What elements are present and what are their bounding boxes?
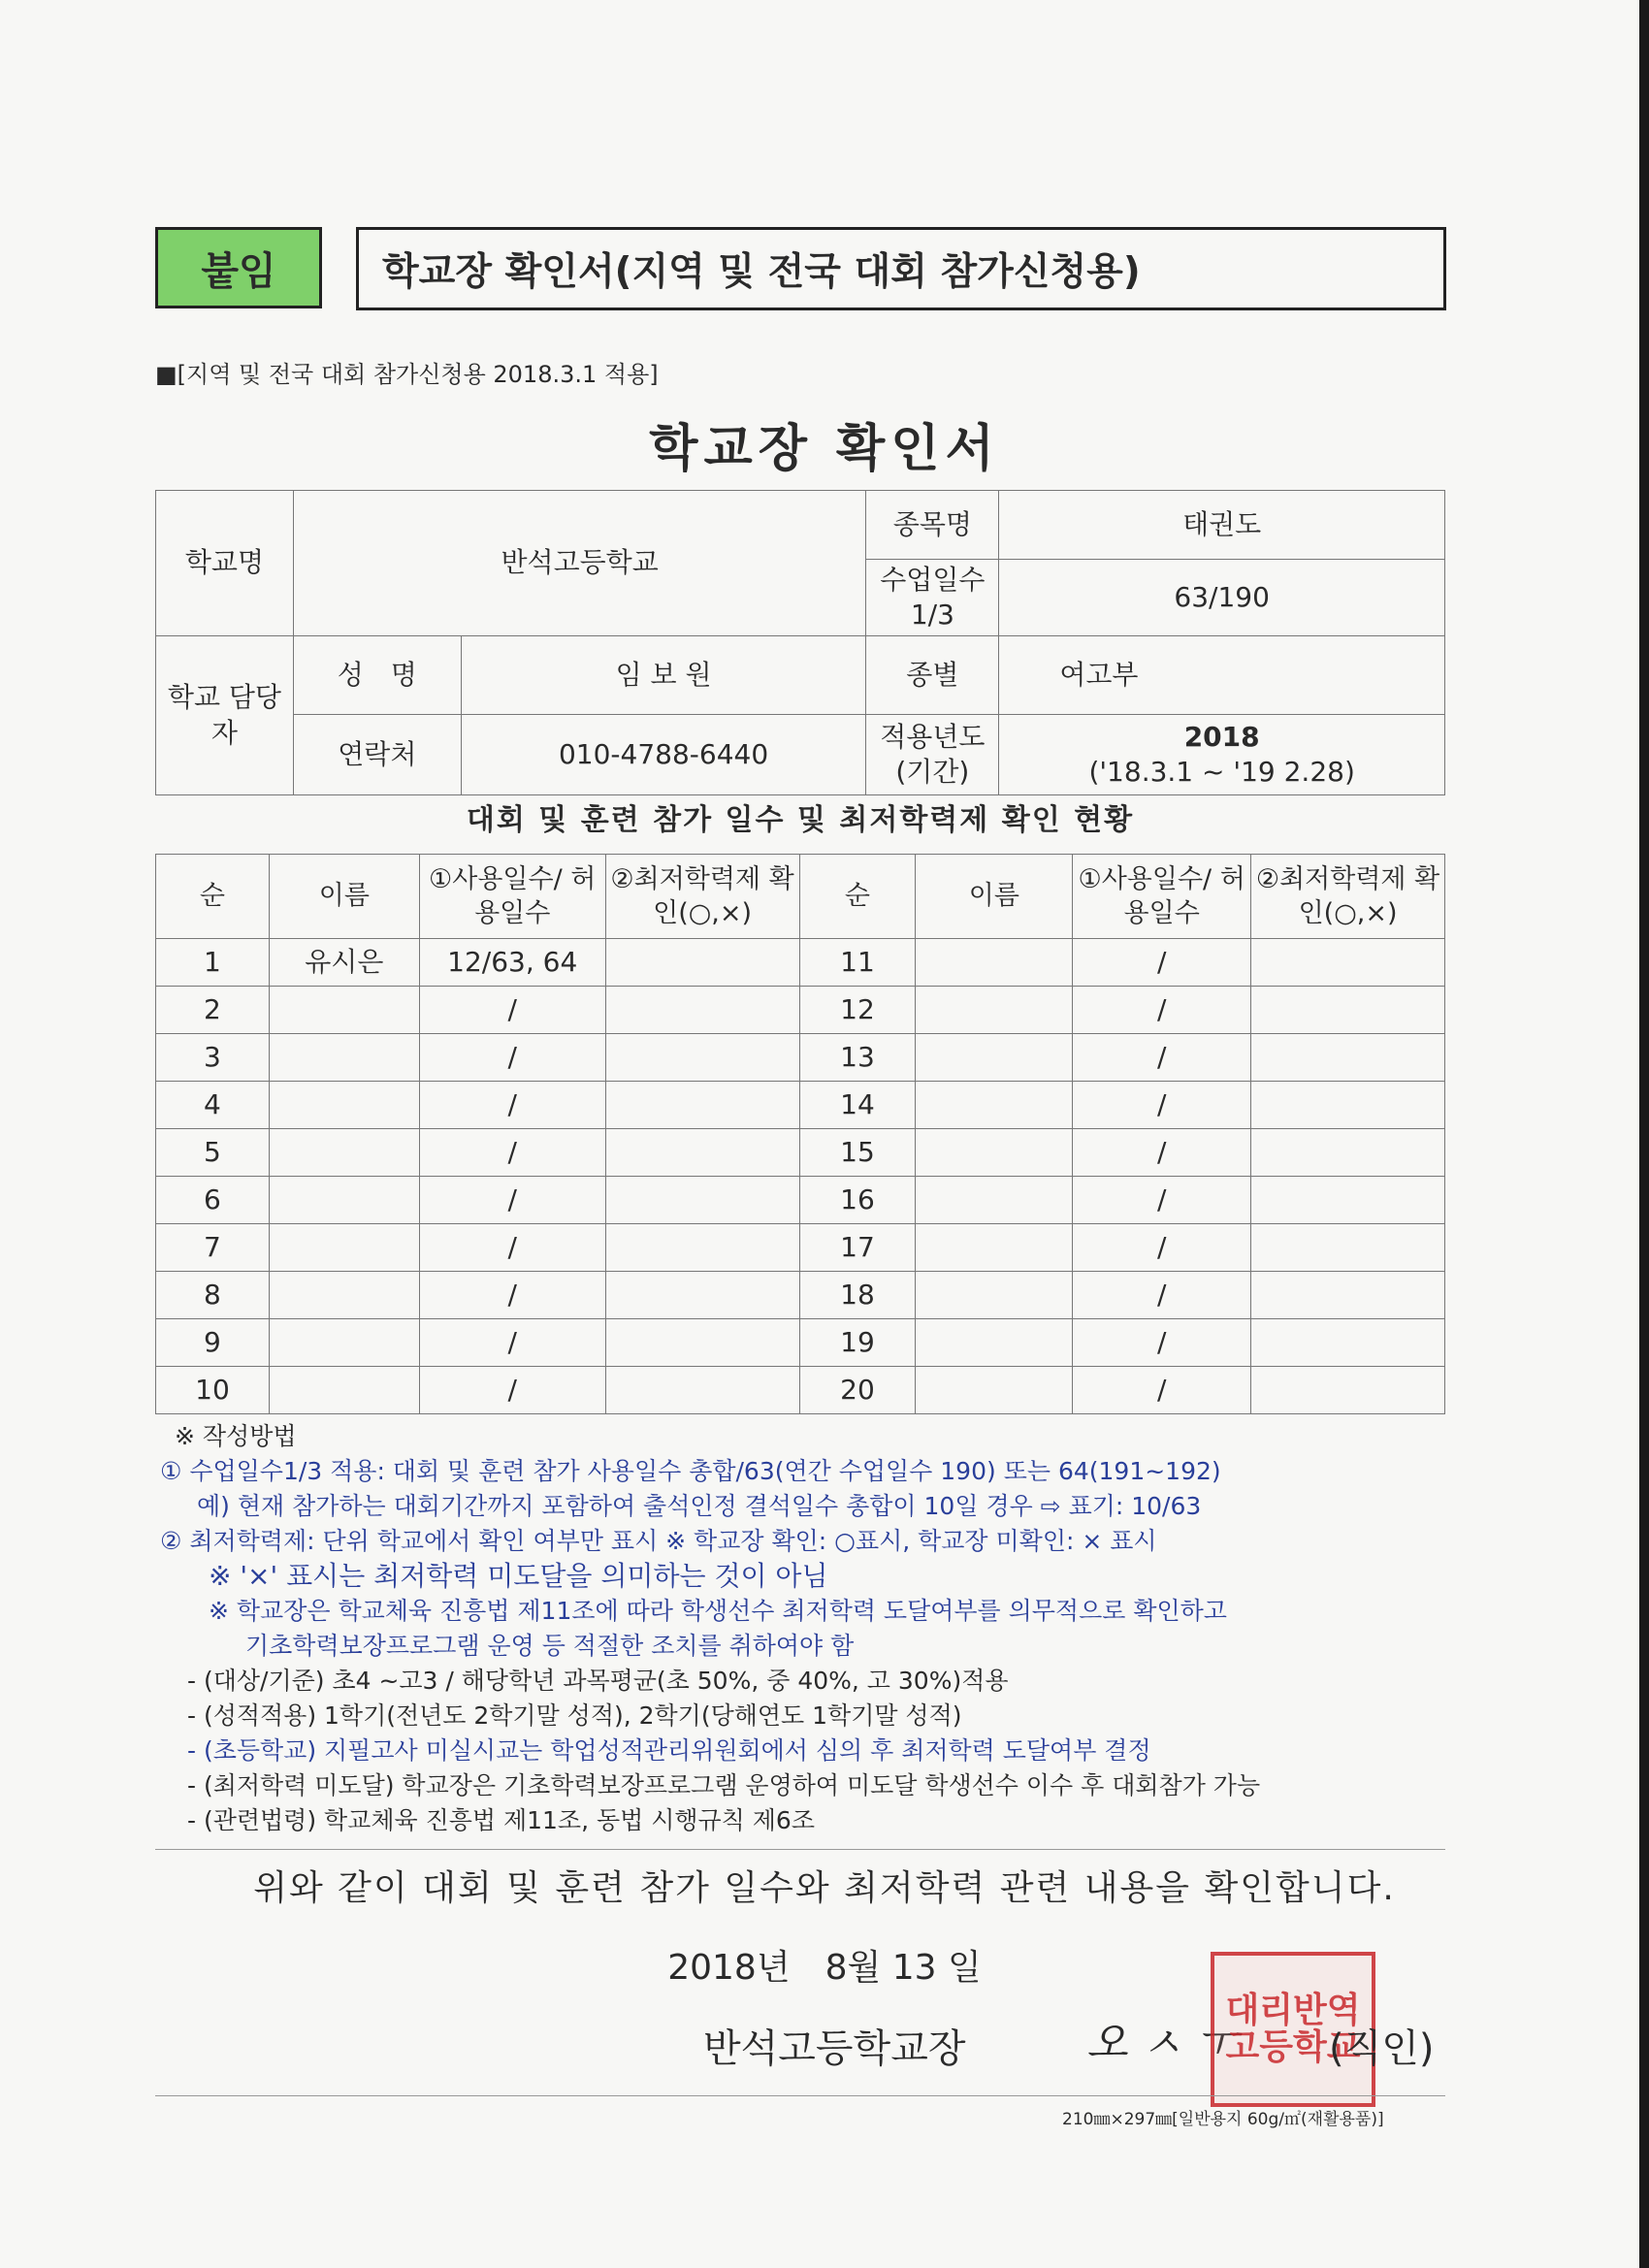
table-row xyxy=(156,1367,1445,1414)
roster-days: / xyxy=(1073,1367,1251,1414)
roster-no: 5 xyxy=(156,1129,270,1177)
roster-check xyxy=(605,1319,799,1367)
event-value: 태권도 xyxy=(999,491,1445,560)
roster-check xyxy=(1251,987,1445,1034)
col-no: 순 xyxy=(156,855,270,939)
instructions xyxy=(160,1419,1460,1838)
confirmation-statement: 위와 같이 대회 및 훈련 참가 일수와 최저학력 관련 내용을 확인합니다. xyxy=(253,1868,1396,1908)
roster-name xyxy=(269,1367,419,1414)
roster-name xyxy=(916,1129,1073,1177)
note-line: ※ '×' 표시는 최저학력 미도달을 의미하는 것이 아님 xyxy=(209,1560,828,1592)
note-line: - (대상/기준) 초4 ~고3 / 해당학년 과목평균(초 50%, 중 40%, 고 30%)적용 xyxy=(187,1667,1009,1695)
issue-date: 2018년 8월 13 일 xyxy=(667,1948,982,1988)
roster-name xyxy=(269,1082,419,1129)
roster-days: / xyxy=(1073,1272,1251,1319)
roster-days: / xyxy=(419,1177,605,1224)
roster-name xyxy=(269,987,419,1034)
roster-table xyxy=(155,854,1445,1414)
category-label: 종별 xyxy=(866,636,999,715)
roster-check xyxy=(1251,1367,1445,1414)
roster-no: 3 xyxy=(156,1034,270,1082)
roster-check xyxy=(605,1367,799,1414)
year-label: 적용년도 (기간) xyxy=(866,715,999,795)
roster-days: / xyxy=(1073,1082,1251,1129)
roster-name xyxy=(269,1272,419,1319)
roster-days: / xyxy=(419,1034,605,1082)
roster-check xyxy=(1251,1034,1445,1082)
roster-name xyxy=(916,987,1073,1034)
days-label: 수업일수 1/3 xyxy=(866,560,999,636)
note-line: ② 최저학력제: 단위 학교에서 확인 여부만 표시 ※ 학교장 확인: ○표시, 학교장 미확인: × 표시 xyxy=(160,1527,1157,1555)
roster-no: 4 xyxy=(156,1082,270,1129)
roster-check xyxy=(605,939,799,987)
roster-days: / xyxy=(1073,1177,1251,1224)
col-name: 이름 xyxy=(269,855,419,939)
note-line: - (최저학력 미도달) 학교장은 기초학력보장프로그램 운영하여 미도달 학생선수 이수 후 대회참가 가능 xyxy=(187,1771,1261,1799)
seal-label: (직인) xyxy=(1329,2026,1435,2071)
info-table xyxy=(155,490,1445,795)
roster-name xyxy=(916,1224,1073,1272)
roster-name xyxy=(916,1367,1073,1414)
col-days: ①사용일수/ 허용일수 xyxy=(1073,855,1251,939)
roster-no: 13 xyxy=(799,1034,916,1082)
roster-name xyxy=(269,1129,419,1177)
roster-days: / xyxy=(1073,1034,1251,1082)
roster-check xyxy=(605,1224,799,1272)
roster-no: 11 xyxy=(799,939,916,987)
school-value: 반석고등학교 xyxy=(293,491,866,636)
table-row xyxy=(156,1319,1445,1367)
roster-check xyxy=(1251,1224,1445,1272)
roster-no: 18 xyxy=(799,1272,916,1319)
roster-no: 2 xyxy=(156,987,270,1034)
scan-edge xyxy=(1639,0,1649,2268)
principal-title: 반석고등학교장 xyxy=(703,2026,966,2071)
col-check: ②최저학력제 확인(○,×) xyxy=(605,855,799,939)
roster-days: / xyxy=(419,1319,605,1367)
roster-name xyxy=(269,1177,419,1224)
roster-name xyxy=(916,1177,1073,1224)
note-line: ① 수업일수1/3 적용: 대회 및 훈련 참가 사용일수 총합/63(연간 수업일수 190) 또는 64(191~192) xyxy=(160,1457,1221,1485)
col-name: 이름 xyxy=(916,855,1073,939)
roster-name xyxy=(269,1319,419,1367)
roster-name: 유시은 xyxy=(269,939,419,987)
period-value: ('18.3.1 ~ '19 2.28) xyxy=(1088,756,1355,788)
roster-days: / xyxy=(1073,1319,1251,1367)
note-line: 기초학력보장프로그램 운영 등 적절한 조치를 취하여야 함 xyxy=(245,1632,855,1660)
note-line: - (성적적용) 1학기(전년도 2학기말 성적), 2학기(당해연도 1학기말 성적) xyxy=(187,1701,962,1730)
roster-name xyxy=(916,939,1073,987)
note-line: ※ 학교장은 학교체육 진흥법 제11조에 따라 학생선수 최저학력 도달여부를 의무적으로 확인하고 xyxy=(209,1597,1227,1625)
roster-no: 6 xyxy=(156,1177,270,1224)
document-title-box: 학교장 확인서(지역 및 전국 대회 참가신청용) xyxy=(356,227,1446,310)
roster-check xyxy=(1251,1177,1445,1224)
roster-name xyxy=(916,1272,1073,1319)
name-value: 임 보 원 xyxy=(461,636,866,715)
days-value: 63/190 xyxy=(999,560,1445,636)
roster-check xyxy=(605,1129,799,1177)
roster-check xyxy=(605,1272,799,1319)
table-row xyxy=(156,1034,1445,1082)
roster-check xyxy=(605,987,799,1034)
roster-no: 1 xyxy=(156,939,270,987)
roster-check xyxy=(605,1177,799,1224)
table-row xyxy=(156,1129,1445,1177)
year-value: 2018 xyxy=(1183,720,1260,753)
roster-check xyxy=(605,1034,799,1082)
table-row xyxy=(156,1272,1445,1319)
roster-name xyxy=(269,1224,419,1272)
roster-days: 12/63, 64 xyxy=(419,939,605,987)
school-label: 학교명 xyxy=(156,491,294,636)
notes-heading: ※ 작성방법 xyxy=(175,1422,297,1450)
roster-no: 10 xyxy=(156,1367,270,1414)
note-line: 예) 현재 참가하는 대회기간까지 포함하여 출석인정 결석일수 총합이 10일 경우 ⇨ 표기: 10/63 xyxy=(197,1492,1202,1520)
event-label: 종목명 xyxy=(866,491,999,560)
roster-days: / xyxy=(419,1224,605,1272)
roster-check xyxy=(605,1082,799,1129)
roster-check xyxy=(1251,1272,1445,1319)
signature: 오 ㅅ ㅜ xyxy=(1086,2019,1238,2068)
note-line: - (관련법령) 학교체육 진흥법 제11조, 동법 시행규칙 제6조 xyxy=(187,1806,815,1834)
divider xyxy=(155,1849,1445,1850)
table-row xyxy=(156,1177,1445,1224)
table-row xyxy=(156,939,1445,987)
section-title: 대회 및 훈련 참가 일수 및 최저학력제 확인 현황 xyxy=(466,803,1135,837)
table-row xyxy=(156,987,1445,1034)
roster-days: / xyxy=(419,1129,605,1177)
roster-no: 17 xyxy=(799,1224,916,1272)
phone-label: 연락처 xyxy=(293,715,461,795)
phone-value: 010-4788-6440 xyxy=(461,715,866,795)
roster-no: 12 xyxy=(799,987,916,1034)
table-row xyxy=(156,1224,1445,1272)
applicability-note: ■[지역 및 전국 대회 참가신청용 2018.3.1 적용] xyxy=(155,361,659,388)
divider xyxy=(155,2095,1445,2096)
roster-check xyxy=(1251,1319,1445,1367)
roster-no: 16 xyxy=(799,1177,916,1224)
category-value: 여고부 xyxy=(999,636,1445,715)
roster-days: / xyxy=(1073,1129,1251,1177)
contact-group-label: 학교 담당자 xyxy=(156,636,294,795)
roster-no: 8 xyxy=(156,1272,270,1319)
roster-no: 7 xyxy=(156,1224,270,1272)
attachment-tag: 붙임 xyxy=(155,227,322,308)
roster-days: / xyxy=(1073,1224,1251,1272)
roster-days: / xyxy=(419,1272,605,1319)
roster-no: 19 xyxy=(799,1319,916,1367)
roster-name xyxy=(269,1034,419,1082)
roster-days: / xyxy=(1073,987,1251,1034)
roster-name xyxy=(916,1034,1073,1082)
col-check: ②최저학력제 확인(○,×) xyxy=(1251,855,1445,939)
roster-no: 20 xyxy=(799,1367,916,1414)
roster-days: / xyxy=(419,1367,605,1414)
roster-check xyxy=(1251,1129,1445,1177)
roster-no: 15 xyxy=(799,1129,916,1177)
year-cell xyxy=(999,715,1445,795)
roster-days: / xyxy=(419,1082,605,1129)
roster-check xyxy=(1251,939,1445,987)
col-no: 순 xyxy=(799,855,916,939)
roster-name xyxy=(916,1082,1073,1129)
roster-no: 14 xyxy=(799,1082,916,1129)
note-line: - (초등학교) 지필고사 미실시교는 학업성적관리위원회에서 심의 후 최저학력 도달여부 결정 xyxy=(187,1736,1151,1765)
name-label: 성 명 xyxy=(293,636,461,715)
col-days: ①사용일수/ 허용일수 xyxy=(419,855,605,939)
roster-name xyxy=(916,1319,1073,1367)
main-title: 학교장 확인서 xyxy=(649,420,1000,478)
paper-spec: 210㎜×297㎜[일반용지 60g/㎡(재활용품)] xyxy=(1062,2110,1384,2129)
roster-no: 9 xyxy=(156,1319,270,1367)
official-seal: 대리반역 고등학교 xyxy=(1211,1952,1375,2107)
roster-days: / xyxy=(419,987,605,1034)
roster-check xyxy=(1251,1082,1445,1129)
roster-days: / xyxy=(1073,939,1251,987)
table-row xyxy=(156,1082,1445,1129)
